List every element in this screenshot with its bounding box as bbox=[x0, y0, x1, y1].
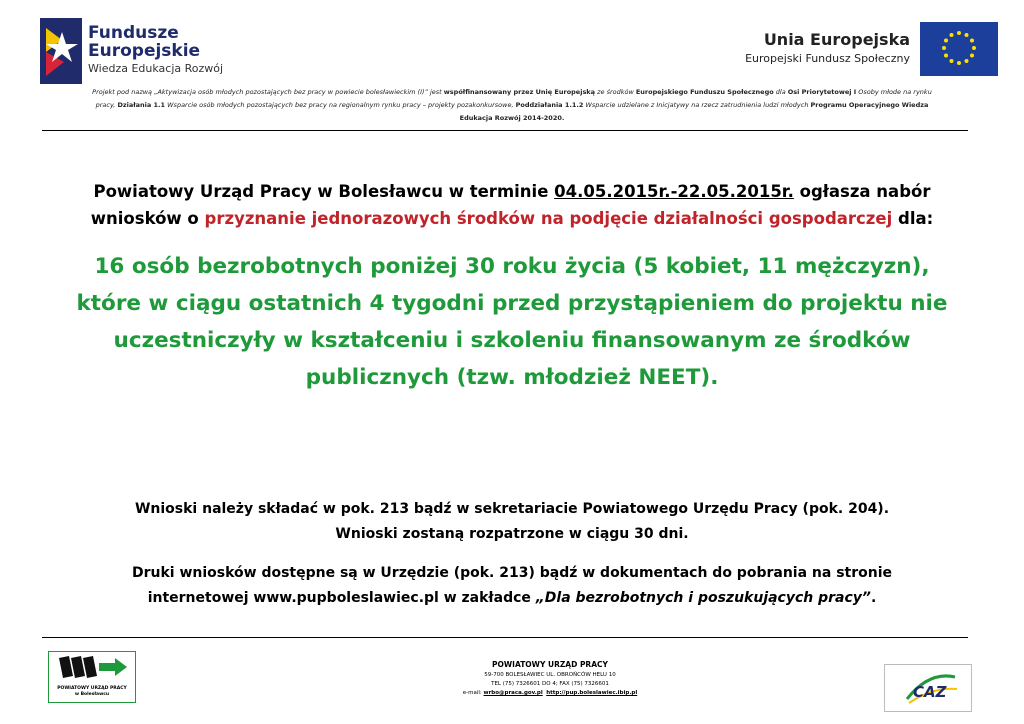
note-text-1: Projekt pod nazwą „Aktywizacja osób młodych pozostających bez pracy w powiecie bolesławieckim (I)” jest bbox=[92, 88, 444, 96]
announcement-intro bbox=[70, 178, 954, 232]
note-bold-1: współfinansowany przez Unię Europejską bbox=[443, 88, 596, 96]
pup-cards-arrow-icon bbox=[49, 652, 135, 684]
fe-logo-line2: Europejskie bbox=[88, 41, 201, 61]
note-text-6: Wsparcie udzielane z Inicjatywy na rzecz zatrudnienia ludzi młodych bbox=[583, 101, 811, 109]
pup-logo bbox=[48, 651, 136, 703]
intro-text-1: Powiatowy Urząd Pracy w Bolesławcu w terminie bbox=[93, 182, 555, 201]
note-bold-4: Działania 1.1 bbox=[117, 101, 166, 109]
forms-info bbox=[90, 561, 934, 611]
ue-logo-title: Unia Europejska bbox=[763, 30, 910, 49]
fe-star-mark-icon bbox=[40, 18, 82, 84]
note-text-3: dla bbox=[773, 88, 788, 96]
intro-text-2: ogłasza nabór wniosków o bbox=[90, 182, 931, 228]
eu-flag-icon bbox=[920, 22, 998, 76]
intro-dates: 04.05.2015r.-22.05.2015r. bbox=[554, 182, 794, 201]
footer-phone: TEL (75) 7326601 DO 4; FAX (75) 7326601 bbox=[491, 681, 609, 687]
note-bold-3: Osi Priorytetowej I bbox=[787, 88, 857, 96]
target-group-text: 16 osób bezrobotnych poniżej 30 roku życia (5 kobiet, 11 mężczyzn), które w ciągu ostatnich 4 tygodni przed przystąpieniem do projektu nie uczestniczyły w kształceniu i szkoleniu finansowanym ze środków publicznych (tzw. młodzież NEET). bbox=[76, 254, 948, 390]
forms-text-1: Druki wniosków dostępne są w Urzędzie (pok. 213) bądź w dokumentach do pobrania na stronie internetowej www.pupboleslawiec.pl w zakładce bbox=[131, 565, 893, 606]
ue-logo-subtitle: Europejski Fundusz Społeczny bbox=[745, 52, 910, 65]
fe-logo-line1: Fundusze bbox=[88, 23, 179, 43]
note-bold-6: Programu Operacyjnego Wiedza Edukacja Rozwój 2014-2020. bbox=[459, 101, 929, 122]
fe-logo-line3: Wiedza Edukacja Rozwój bbox=[88, 62, 224, 75]
note-bold-5: Poddziałania 1.1.2 bbox=[515, 101, 584, 109]
footer-address: 59-700 BOLESŁAWIEC UL. OBROŃCÓW HELU 10 bbox=[484, 672, 616, 678]
footer-contact bbox=[400, 660, 700, 698]
forms-tab-name: „Dla bezrobotnych i poszukujących pracy” bbox=[535, 590, 871, 606]
header-divider bbox=[42, 130, 968, 131]
forms-text-2: . bbox=[870, 590, 877, 606]
pup-logo-caption-2: w Bolesławcu bbox=[74, 692, 110, 697]
note-text-2: ze środków bbox=[595, 88, 636, 96]
caz-logo bbox=[884, 664, 972, 712]
project-funding-note bbox=[84, 86, 940, 125]
note-text-5: Wsparcie osób młodych pozostających bez pracy na regionalnym rynku pracy – projekty pozakonkursowe, bbox=[165, 101, 516, 109]
footer-office-name: POWIATOWY URZĄD PRACY bbox=[492, 660, 608, 669]
footer-email-label: e-mail: bbox=[462, 690, 484, 696]
pup-logo-caption-1: POWIATOWY URZĄD PRACY bbox=[57, 686, 127, 691]
note-text-4: Osoby młode na rynku pracy, bbox=[95, 88, 932, 109]
intro-text-3: dla: bbox=[892, 209, 934, 228]
footer-email-link[interactable]: wrbo@praca.gov.pl bbox=[483, 690, 543, 696]
intro-highlight: przyznanie jednorazowych środków na podjęcie działalności gospodarczej bbox=[204, 209, 893, 228]
footer-website-link[interactable]: http://pup.boleslawiec.ibip.pl bbox=[546, 690, 638, 696]
note-bold-2: Europejskiego Funduszu Społecznego bbox=[635, 88, 774, 96]
footer-links bbox=[400, 689, 700, 698]
caz-logo-graphic bbox=[885, 665, 971, 711]
submission-info: Wnioski należy składać w pok. 213 bądź w sekretariacie Powiatowego Urzędu Pracy (pok. 204). Wnioski zostaną rozpatrzone w ciągu 30 dni. bbox=[134, 501, 890, 542]
footer-divider bbox=[42, 637, 968, 638]
fundusze-europejskie-logo bbox=[40, 18, 240, 84]
caz-logo-text: CAZ bbox=[913, 683, 947, 701]
